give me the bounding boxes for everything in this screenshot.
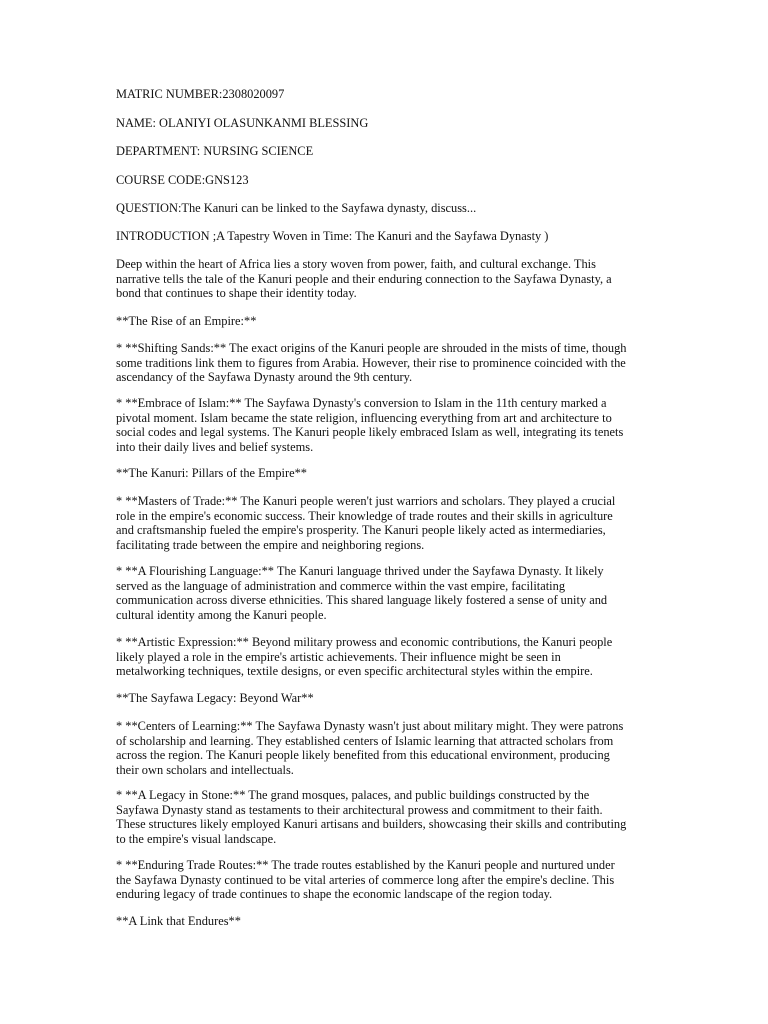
text-line: social codes and legal systems. The Kanuri people likely embraced Islam as well, integrating its tenets bbox=[116, 425, 624, 439]
section-heading-pillars: **The Kanuri: Pillars of the Empire** bbox=[116, 466, 307, 480]
text-line: likely played a role in the empire's artistic achievements. Their influence might be seen in bbox=[116, 649, 561, 664]
paragraph-masters-of-trade bbox=[116, 494, 656, 552]
student-name: NAME: OLANIYI OLASUNKANMI BLESSING bbox=[116, 116, 369, 130]
text-line: into their daily lives and belief systems. bbox=[116, 439, 314, 454]
text-line: and craftsmanship fueled the empire's prosperity. The Kanuri people likely acted as intermediaries, bbox=[116, 523, 606, 537]
text-line: the Sayfawa Dynasty continued to be vital arteries of commerce long after the empire's decline. This bbox=[116, 872, 615, 887]
section-heading-legacy: **The Sayfawa Legacy: Beyond War** bbox=[116, 691, 314, 705]
department: DEPARTMENT: NURSING SCIENCE bbox=[116, 144, 314, 158]
text-line: Sayfawa Dynasty stand as testaments to their architectural prowess and commitment to their faith. bbox=[116, 802, 603, 817]
paragraph-flourishing-language bbox=[116, 564, 656, 622]
text-line: * **A Legacy in Stone:** The grand mosques, palaces, and public buildings constructed by the bbox=[116, 788, 590, 802]
text-line: role in the empire's economic success. Their knowledge of trade routes and their skills in agriculture bbox=[116, 508, 613, 523]
text-line: their own scholars and intellectuals. bbox=[116, 762, 294, 777]
text-line: cultural identity among the Kanuri people. bbox=[116, 607, 327, 622]
text-line: * **Centers of Learning:** The Sayfawa Dynasty wasn't just about military might. They were patrons bbox=[116, 719, 624, 733]
text-line: metalworking techniques, textile designs, or even specific architectural styles within the empire. bbox=[116, 664, 593, 678]
text-line: Deep within the heart of Africa lies a story woven from power, faith, and cultural exchange. This bbox=[116, 257, 596, 271]
introduction-title: INTRODUCTION ;A Tapestry Woven in Time: The Kanuri and the Sayfawa Dynasty ) bbox=[116, 229, 549, 243]
text-line: * **Masters of Trade:** The Kanuri people weren't just warriors and scholars. They played a crucial bbox=[116, 494, 616, 508]
course-code: COURSE CODE:GNS123 bbox=[116, 173, 249, 187]
paragraph-legacy-in-stone bbox=[116, 788, 656, 846]
matric-number: MATRIC NUMBER:2308020097 bbox=[116, 87, 285, 101]
intro-paragraph bbox=[116, 257, 656, 301]
text-line: * **A Flourishing Language:** The Kanuri language thrived under the Sayfawa Dynasty. It likely bbox=[116, 564, 604, 578]
text-line: served as the language of administration and commerce within the vast empire, facilitating bbox=[116, 578, 566, 593]
text-line: of scholarship and learning. They established centers of Islamic learning that attracted scholars from bbox=[116, 733, 614, 748]
section-heading-rise: **The Rise of an Empire:** bbox=[116, 314, 257, 328]
text-line: enduring legacy of trade continues to shape the economic landscape of the region today. bbox=[116, 887, 553, 901]
text-line: * **Artistic Expression:** Beyond military prowess and economic contributions, the Kanuri people bbox=[116, 635, 613, 649]
text-line: facilitating trade between the empire and neighboring regions. bbox=[116, 537, 425, 552]
text-line: * **Shifting Sands:** The exact origins of the Kanuri people are shrouded in the mists of time, though bbox=[116, 341, 627, 355]
text-line: * **Enduring Trade Routes:** The trade routes established by the Kanuri people and nurtured under bbox=[116, 858, 615, 872]
text-line: ascendancy of the Sayfawa Dynasty around the 9th century. bbox=[116, 370, 413, 384]
text-line: bond that continues to shape their identity today. bbox=[116, 286, 357, 300]
text-line: across the region. The Kanuri people likely benefited from this educational environment, producing bbox=[116, 748, 610, 762]
text-line: * **Embrace of Islam:** The Sayfawa Dynasty's conversion to Islam in the 11th century marked a bbox=[116, 396, 607, 410]
paragraph-artistic-expression bbox=[116, 635, 656, 679]
text-line: narrative tells the tale of the Kanuri people and their enduring connection to the Sayfawa Dynasty, a bbox=[116, 271, 612, 286]
paragraph-centers-of-learning bbox=[116, 719, 656, 777]
text-line: some traditions link them to figures from Arabia. However, their rise to prominence coincided with the bbox=[116, 355, 626, 370]
text-line: communication across diverse ethnicities. This shared language likely fostered a sense of unity and bbox=[116, 593, 608, 607]
text-line: pivotal moment. Islam became the state religion, influencing everything from art and architecture to bbox=[116, 410, 612, 425]
question: QUESTION:The Kanuri can be linked to the Sayfawa dynasty, discuss... bbox=[116, 201, 477, 215]
text-line: to the empire's visual landscape. bbox=[116, 831, 277, 846]
text-line: These structures likely employed Kanuri artisans and builders, showcasing their skills and contributing bbox=[116, 817, 627, 831]
paragraph-enduring-trade-routes bbox=[116, 858, 656, 902]
paragraph-embrace-of-islam bbox=[116, 396, 656, 454]
paragraph-shifting-sands bbox=[116, 341, 656, 385]
section-heading-link: **A Link that Endures** bbox=[116, 914, 241, 928]
